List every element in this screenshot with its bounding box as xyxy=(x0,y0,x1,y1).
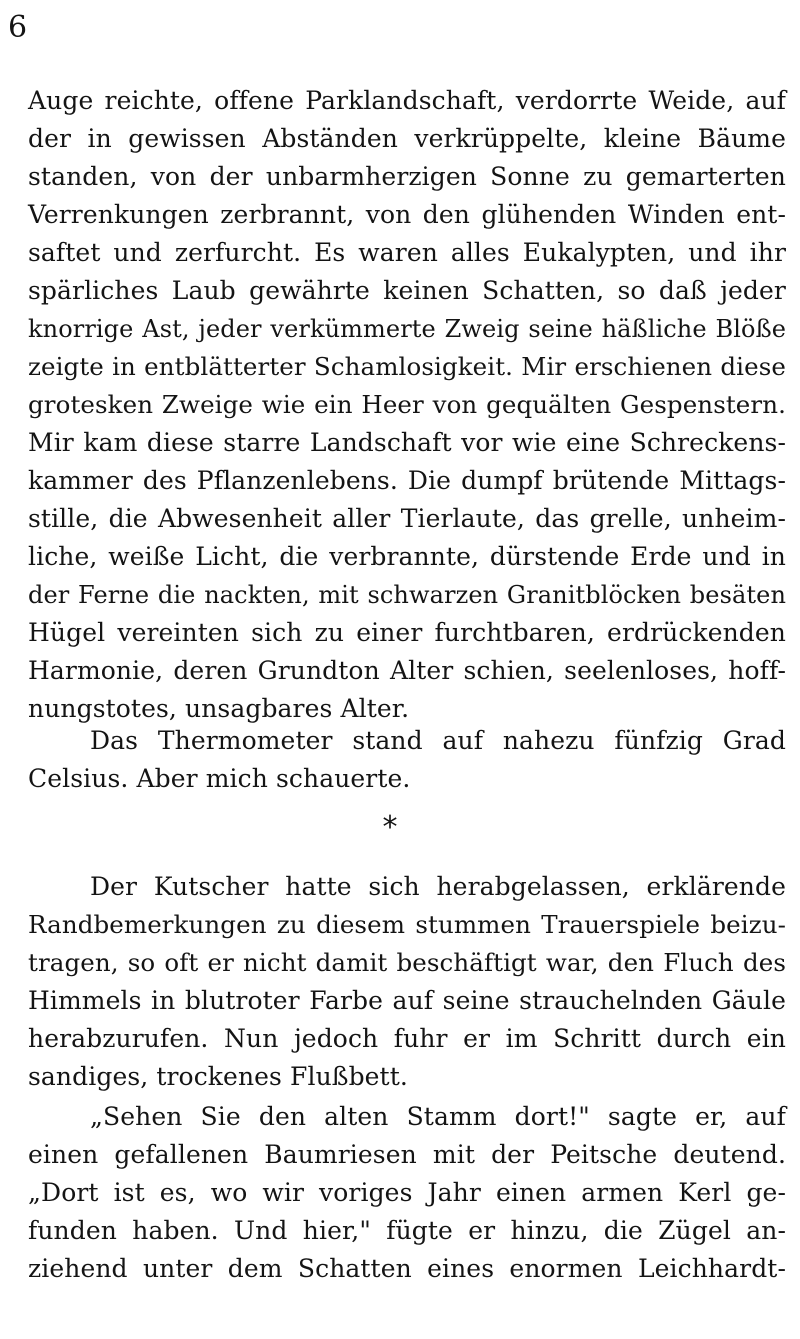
paragraph-thermometer xyxy=(28,722,786,798)
text-line: Der Kutscher hatte sich herabgelassen, erklärende xyxy=(90,872,786,901)
text-line: liche, weiße Licht, die verbrannte, dürstende Erde und in xyxy=(28,542,786,571)
text-line: Hügel vereinten sich zu einer furchtbaren, erdrückenden xyxy=(28,618,786,647)
text-line: nungstotes, unsagbares Alter. xyxy=(28,694,410,723)
text-line: Harmonie, deren Grundton Alter schien, seelenloses, hoff- xyxy=(28,656,786,685)
text-line: „Sehen Sie den alten Stamm dort!" sagte er, auf xyxy=(90,1102,786,1131)
text-line: einen gefallenen Baumriesen mit der Peitsche deutend. xyxy=(28,1140,786,1169)
text-line: grotesken Zweige wie ein Heer von gequälten Gespenstern. xyxy=(28,390,786,419)
text-line: sandiges, trockenes Flußbett. xyxy=(28,1062,408,1091)
text-line: herabzurufen. Nun jedoch fuhr er im Schritt durch ein xyxy=(28,1024,786,1053)
text-line: tragen, so oft er nicht damit beschäftigt war, den Fluch des xyxy=(28,948,786,977)
paragraph-coachman xyxy=(28,868,786,1096)
text-line: Auge reichte, offene Parklandschaft, verdorrte Weide, auf xyxy=(28,86,786,115)
section-separator: * xyxy=(382,810,398,845)
text-line: Mir kam diese starre Landschaft vor wie eine Schreckens- xyxy=(28,428,786,457)
paragraph-dialogue xyxy=(28,1098,786,1288)
text-line: stille, die Abwesenheit aller Tierlaute, das grelle, unheim- xyxy=(28,504,786,533)
text-line: der in gewissen Abständen verkrüppelte, kleine Bäume xyxy=(28,124,786,153)
page-number: 6 xyxy=(8,10,28,45)
text-line: der Ferne die nackten, mit schwarzen Granitblöcken besäten xyxy=(28,581,786,609)
text-line: knorrige Ast, jeder verkümmerte Zweig seine häßliche Blöße xyxy=(28,315,786,343)
paragraph-landscape xyxy=(28,82,786,728)
text-line: spärliches Laub gewährte keinen Schatten, so daß jeder xyxy=(28,276,786,305)
text-line: Verrenkungen zerbrannt, von den glühenden Winden ent- xyxy=(28,200,786,229)
text-line: saftet und zerfurcht. Es waren alles Eukalypten, und ihr xyxy=(28,238,786,267)
text-line: funden haben. Und hier," fügte er hinzu, die Zügel an- xyxy=(28,1216,786,1245)
text-line: Celsius. Aber mich schauerte. xyxy=(28,764,411,793)
text-line: zeigte in entblätterter Schamlosigkeit. Mir erschienen diese xyxy=(28,352,786,381)
text-line: standen, von der unbarmherzigen Sonne zu gemarterten xyxy=(28,162,786,191)
text-line: „Dort ist es, wo wir voriges Jahr einen armen Kerl ge- xyxy=(28,1178,786,1207)
text-line: ziehend unter dem Schatten eines enormen Leichhardt- xyxy=(28,1254,786,1283)
text-line: kammer des Pflanzenlebens. Die dumpf brütende Mittags- xyxy=(28,466,786,495)
text-line: Himmels in blutroter Farbe auf seine strauchelnden Gäule xyxy=(28,986,786,1015)
text-line: Randbemerkungen zu diesem stummen Trauerspiele beizu- xyxy=(28,910,786,939)
text-line: Das Thermometer stand auf nahezu fünfzig Grad xyxy=(90,726,786,755)
